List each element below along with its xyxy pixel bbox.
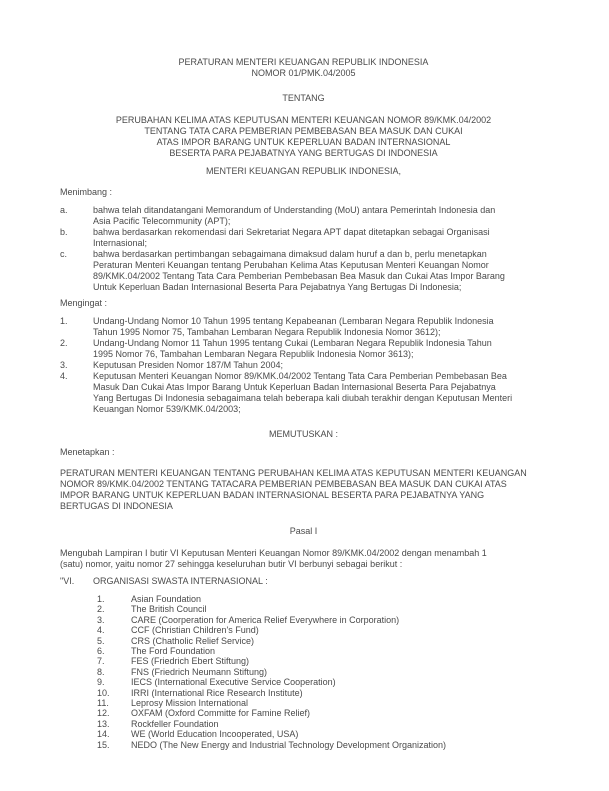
menetapkan-label: Menetapkan : [60,447,115,457]
item-marker: c. [60,249,68,259]
doc-number: NOMOR 01/PMK.04/2005 [251,68,356,78]
item-text: bahwa berdasarkan pertimbangan sebagaimana dimaksud dalam huruf a dan b, perlu menetapkan Peraturan Menteri Keuangan tentang Perubahan Kelima Atas Keputusan Menteri Keuangan Nomor 89/KMK.04/2002 Tentang Tata Cara Pemberian Pembebasan Bea Masuk dan Cukai Atas Impor Barang Untuk Keperluan Badan Internasional Beserta Para Pejabatnya Yang Bertugas Di Indonesia; [93,249,505,292]
item-marker: 4. [60,371,68,381]
item-text: OXFAM (Oxford Committe for Famine Relief) [131,708,311,719]
issuer-line: MENTERI KEUANGAN REPUBLIK INDONESIA, [205,166,402,176]
item-text: Keputusan Presiden Nomor 187/M Tahun 2004; [93,360,283,370]
mengingat-item [60,338,547,360]
pasal-i-intro: Mengubah Lampiran I butir VI Keputusan Menteri Keuangan Nomor 89/KMK.04/2002 dengan menambah 1 (satu) nomor, yaitu nomor 27 sehingga keseluruhan butir VI berbunyi sebagai berikut : [60,548,487,569]
organization-item [97,719,547,729]
organization-item [97,698,547,708]
item-text: Undang-Undang Nomor 11 Tahun 1995 tentang Cukai (Lembaran Negara Republik Indonesia Tahun 1995 Nomor 76, Tambahan Lembaran Negara Republik Indonesia Nomor 3613); [93,338,492,359]
item-text: Leprosy Mission International [131,698,249,709]
section-vi-marker: "VI. [60,576,75,586]
item-marker: 12. [97,708,110,719]
item-marker: 3. [60,360,68,370]
menimbang-label: Menimbang : [60,187,113,197]
mengingat-label: Mengingat : [60,298,108,308]
item-text: IRRI (International Rice Research Institute) [131,687,303,698]
item-marker: 1. [60,316,68,326]
doc-subject-line: ATAS IMPOR BARANG UNTUK KEPERLUAN BADAN INTERNASIONAL [156,137,451,147]
organization-item [97,740,547,750]
section-vi-row [60,576,547,587]
doc-title: PERATURAN MENTERI KEUANGAN REPUBLIK INDONESIA [178,57,429,67]
item-text: WE (World Education Incooperated, USA) [131,729,299,740]
item-text: Rockfeller Foundation [131,718,219,729]
mengingat-item [60,360,547,371]
menimbang-item [60,205,547,227]
item-text: Undang-Undang Nomor 10 Tahun 1995 tentang Kepabeanan (Lembaran Negara Republik Indonesia Tahun 1995 Nomor 75, Tambahan Lembaran Negara Republik Indonesia Nomor 3612); [93,316,494,337]
organization-item [97,636,547,646]
item-text: CARE (Coorperation for America Relief Everywhere in Corporation) [131,614,400,625]
mengingat-item [60,371,547,415]
organization-item [97,615,547,625]
item-text: IECS (International Executive Service Cooperation) [131,677,336,688]
item-marker: 2. [97,604,105,615]
item-text: FES (Friedrich Ebert Stiftung) [131,656,250,667]
item-text: CRS (Chatholic Relief Service) [131,635,255,646]
section-vi-title: ORGANISASI SWASTA INTERNASIONAL : [93,576,268,586]
item-marker: 5. [97,635,105,646]
item-text: The British Council [131,604,207,615]
doc-header [60,57,547,79]
item-marker: 7. [97,656,105,667]
organization-item [97,667,547,677]
menimbang-item [60,249,547,293]
item-marker: 1. [97,594,105,604]
doc-subject [60,115,547,159]
organization-item [97,677,547,687]
menimbang-item [60,227,547,249]
item-marker: 6. [97,646,105,657]
item-marker: 14. [97,729,110,740]
item-text: FNS (Friedrich Neumann Stiftung) [131,666,268,677]
menimbang-list [60,205,547,293]
organization-item [97,656,547,666]
organization-item [97,688,547,698]
item-marker: 11. [97,698,109,709]
organization-item [97,646,547,656]
memutuskan-heading: MEMUTUSKAN : [268,429,338,439]
item-marker: 15. [97,739,110,750]
menetapkan-body: PERATURAN MENTERI KEUANGAN TENTANG PERUBAHAN KELIMA ATAS KEPUTUSAN MENTERI KEUANGAN NOMOR 89/KMK.04/2002 TENTANG TATACARA PEMBERIAN PEMBEBASAN BEA MASUK DAN CUKAI ATAS IMPOR BARANG UNTUK KEPERLUAN BADAN INTERNASIONAL BESERTA PARA PEJABATNYA YANG BERTUGAS DI INDONESIA [60,468,527,511]
doc-subject-line: BESERTA PARA PEJABATNYA YANG BERTUGAS DI INDONESIA [169,148,438,158]
item-marker: 8. [97,666,105,677]
item-marker: 10. [97,687,110,698]
pasal-i-heading: Pasal I [289,526,318,536]
item-text: CCF (Christian Children's Fund) [131,625,259,636]
organization-item [97,625,547,635]
organization-item [97,708,547,718]
doc-subject-line: PERUBAHAN KELIMA ATAS KEPUTUSAN MENTERI KEUANGAN NOMOR 89/KMK.04/2002 [115,115,492,125]
item-marker: 2. [60,338,68,348]
doc-subject-line: TENTANG TATA CARA PEMBERIAN PEMBEBASAN BEA MASUK DAN CUKAI [144,126,463,136]
item-text: The Ford Foundation [131,646,216,657]
mengingat-item [60,316,547,338]
item-marker: 9. [97,677,105,688]
organization-item [97,594,547,604]
organization-list [97,594,547,750]
item-marker: 13. [97,718,110,729]
organization-item [97,729,547,739]
organization-item [97,604,547,614]
item-text: bahwa berdasarkan rekomendasi dari Sekretariat Negara APT dapat ditetapkan sebagai Organisasi Internasional; [93,227,490,248]
item-marker: 4. [97,625,105,636]
item-marker: 3. [97,614,105,625]
item-text: NEDO (The New Energy and Industrial Technology Development Organization) [131,739,446,750]
mengingat-list [60,316,547,415]
item-marker: b. [60,227,68,237]
item-text: bahwa telah ditandatangani Memorandum of Understanding (MoU) antara Pemerintah Indonesia dan Asia Pacific Telecommunity (APT); [93,205,496,226]
item-marker: a. [60,205,68,215]
tentang-heading: TENTANG [282,93,325,103]
item-text: Asian Foundation [131,594,202,604]
item-text: Keputusan Menteri Keuangan Nomor 89/KMK.04/2002 Tentang Tata Cara Pemberian Pembebasan Bea Masuk Dan Cukai Atas Impor Barang Untuk Keperluan Badan Internasional Beserta Para Pejabatnya Yang Bertugas Di Indonesia sebagaimana telah beberapa kali diubah terakhir dengan Keputusan Menteri Keuangan Nomor 539/KMK.04/2003; [93,371,513,414]
